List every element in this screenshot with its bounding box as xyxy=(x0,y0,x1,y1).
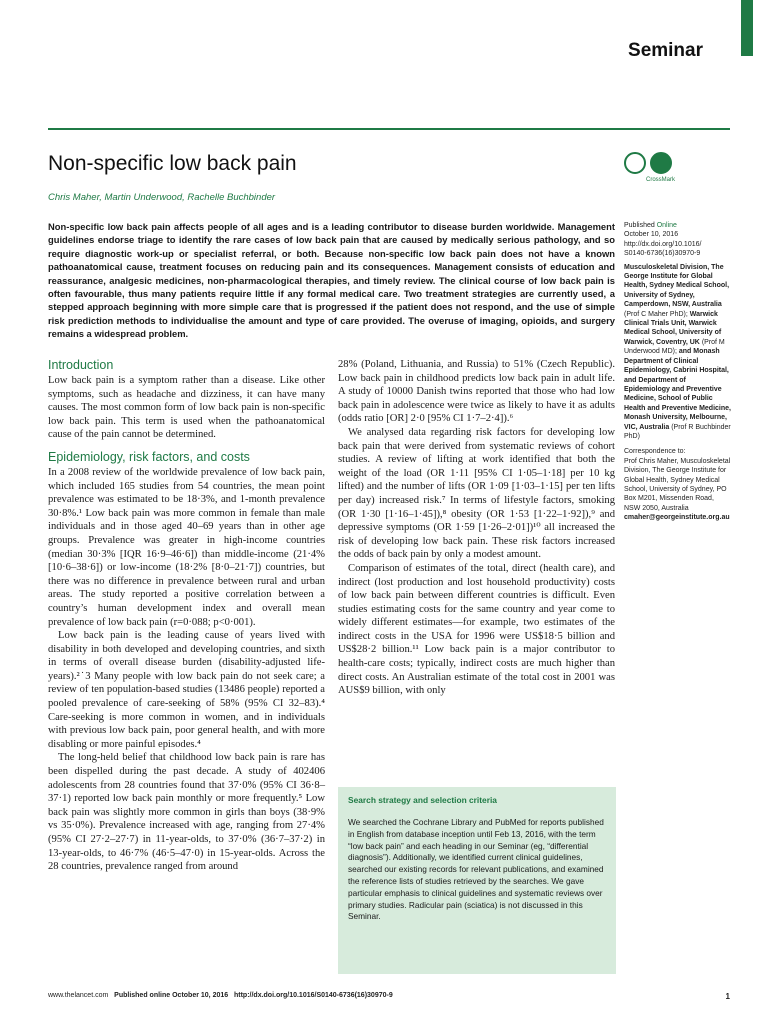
page-footer xyxy=(48,992,730,999)
crossmark-left-circle xyxy=(624,152,646,174)
crossmark-right-circle xyxy=(650,152,672,174)
abstract: Non-specific low back pain affects people of all ages and is a leading contributor to disease burden worldwide. Management guidelines endorse triage to identify the rare cases of low back pain that are caused by medically serious pathology, and so require diagnostic work-up or specialist referral, or both. Because non-specific low back pain does not have a known pathoanatomical cause, treatment focuses on reducing pain and its consequences. Management consists of education and reassurance, analgesic medicines, non-pharmacological therapies, and timely review. The clinical course of low back pain is often favourable, thus many patients require little if any formal medical care. Two treatment strategies are currently used, a stepped approach beginning with more simple care that is progressed if the patient does not respond, and the use of simple risk prediction methods to individualise the amount and type of care provided. The overuse of imaging, opioids, and surgery remains a widespread problem. xyxy=(48,221,615,340)
body-column-right xyxy=(338,358,615,698)
epidemiology-paragraph-1: In a 2008 review of the worldwide prevalence of low back pain, which included 165 studies from 54 countries, the mean point prevalence was estimated to be 18·3%, and 1-month prevalence 30·8%.¹ Low back pain was more common in female than male individuals and in those aged 40–69 years than in other age groups. Prevalence was greater in high-income countries (median 30·3% [IQR 16·9–46·6]) than middle-income (21·4% [10·6–38·6]) or low-income (18·2% [8·0–21·7]) countries, but there was no difference in prevalence between rural and urban areas. The study reported a positive correlation between a country’s human development index and overall mean prevalence of low back pain (r=0·088; p<0·001). xyxy=(48,466,325,628)
affiliation-3-person: (Prof R Buchbinder PhD) xyxy=(624,423,731,440)
panel-title: Search strategy and selection criteria xyxy=(348,795,497,805)
page-number: 1 xyxy=(725,992,730,1001)
section-label: Seminar xyxy=(628,40,703,61)
introduction-paragraph: Low back pain is a symptom rather than a disease. Like other symptoms, such as headache and dizziness, it can have many causes. The most common form of low back pain is non-specific low back pain. This term is used when the pathoanatomical cause of the pain cannot be determined. xyxy=(48,375,325,441)
doi-id[interactable]: S0140-6736(16)30970-9 xyxy=(624,250,701,258)
footer-published: Published online October 10, 2016 xyxy=(114,992,229,999)
affiliations xyxy=(624,263,732,442)
costs-paragraph: Comparison of estimates of the total, direct (health care), and indirect (lost production and lost household productivity) costs of low back pain between different countries is difficult. Even studies estimating costs for the same country and year come to widely different estimates—for example, two estimates of the indirect costs in the USA for 1996 were US$18·5 billion and US$28·2 billion.¹¹ Low back pain is a major contributor to health-care costs; typically, indirect costs are much higher than direct costs. An Australian estimate of the total cost in 2001 was AUS$9 billion, with only xyxy=(338,562,615,697)
article-authors[interactable]: Chris Maher, Martin Underwood, Rachelle Buchbinder xyxy=(48,192,276,203)
published-line xyxy=(624,221,732,230)
crossmark-label: CrossMark xyxy=(646,177,676,183)
correspondence-address: Prof Chris Maher, Musculoskeletal Division, The George Institute for Global Health, Sydney Medical School, University of Sydney, PO Box M201, Missenden Road, NSW 2050, Australia xyxy=(624,457,731,512)
search-strategy-panel xyxy=(338,787,616,974)
epidemiology-paragraph-3: The long-held belief that childhood low back pain is rare has been dispelled during the past decade. A study of 402406 adolescents from 28 countries found that 37·0% (95% CI 36·8–37·1) reported low back pain monthly or more frequently.⁵ Low back pain was slightly more common in girls than boys (38·9% vs 35·0%). Prevalence increased with age, ranging from 27·4% (95% CI 27·2–27·7) in 11-year-olds, to 37·0% (36·7–37·2) in 13-year-olds, to 46·7% (46·5–47·0) in 15-year-olds. Across the 28 countries, prevalence ranged from around xyxy=(48,752,325,873)
affiliation-3: and Monash Department of Clinical Epidemiology, Cabrini Hospital, and Department of Epidemiology and Preventive Medicine, School of Public Health and Preventive Medicine, Monash University, Melbourne, VIC, Australia xyxy=(624,348,731,431)
crossmark-icon[interactable] xyxy=(624,152,682,186)
published-online-link[interactable]: Online xyxy=(656,222,677,229)
affiliation-1: Musculoskeletal Division, The George Institute for Global Health, Sydney Medical School, University of Sydney, Camperdown, NSW, Australia xyxy=(624,263,730,309)
doi-url[interactable]: http://dx.doi.org/10.1016/ xyxy=(624,240,702,248)
footer-doi[interactable]: http://dx.doi.org/10.1016/S0140-6736(16)30970-9 xyxy=(233,992,393,999)
published-date: October 10, 2016 xyxy=(624,231,679,239)
correspondence-label: Correspondence to: xyxy=(624,448,686,456)
epidemiology-paragraph-2: Low back pain is the leading cause of years lived with disability in both developed and developing countries, and sixth in terms of overall disease burden (disability-adjusted life-years).²˙3 Many people with low back pain do not seek care; a review of ten population-based studies (13486 people) reported a pooled prevalence of care-seeking of 58% (95% CI 32–83).⁴ Care-seeking is more common in women, and in individuals with previous low back pain, poor general health, and with more disabling or more painful episodes.⁴ xyxy=(48,630,325,750)
article-sidebar xyxy=(624,221,732,523)
correspondence-email[interactable]: cmaher@georgeinstitute.org.au xyxy=(624,514,730,522)
journal-accent-strip xyxy=(741,0,753,56)
introduction-heading: Introduction xyxy=(48,358,114,372)
epidemiology-paragraph-3-continued: 28% (Poland, Lithuania, and Russia) to 51% (Czech Republic). Low back pain in childhood predicts low back pain in adult life. A study of 10000 Danish twins reported that those who had low back pain in adolescence were twice as likely to have it as adults (odds ratio [OR] 2·0 [95% CI 1·7–2·4]).⁶ xyxy=(338,359,615,425)
panel-text: We searched the Cochrane Library and PubMed for reports published in English from database inception until Feb 13, 2016, with the term “low back pain” and each heading in our Seminar (eg, “differential diagnosis”). Additionally, we identified current clinical guidelines, searched our existing records for relevant publications, and examined the reference lists of studies retrieved by the searches. We gave particular emphasis to clinical guidelines and systematic reviews over primary studies. Radicular pain (sciatica) is not discussed in this Seminar. xyxy=(348,817,604,922)
article-title: Non-specific low back pain xyxy=(48,152,297,175)
footer-site[interactable]: www.thelancet.com xyxy=(48,992,109,999)
affiliation-2: Warwick Clinical Trials Unit, Warwick Medical School, University of Warwick, Coventry, UK xyxy=(624,310,722,346)
correspondence xyxy=(624,447,732,522)
affiliation-1-person: (Prof C Maher PhD); xyxy=(624,310,688,318)
risk-factors-paragraph: We analysed data regarding risk factors for developing low back pain that were derived from systematic reviews of cohort studies. A review of lifting at work identified that both the weight of the load (OR 1·11 [95% CI 1·05–1·18] per 10 kg lifted) and the number of lifts (OR 1·09 [1·03–1·15] per ten lifts per day) increased risk.⁷ In terms of lifestyle factors, smoking (OR 1·30 [1·16–1·45]),⁸ obesity (OR 1·53 [1·22–1·92]),⁹ and depressive symptoms (OR 1·59 [1·26–2·01])¹⁰ all increased the risk of developing low back pain. These risk factors increased the odds of back pain by only a modest amount. xyxy=(338,426,615,561)
header-rule xyxy=(48,128,730,130)
body-column-left xyxy=(48,358,325,874)
epidemiology-heading: Epidemiology, risk factors, and costs xyxy=(48,449,250,464)
published-prefix: Published xyxy=(624,222,657,229)
affiliation-2-person: (Prof M Underwood MD); xyxy=(624,338,725,356)
